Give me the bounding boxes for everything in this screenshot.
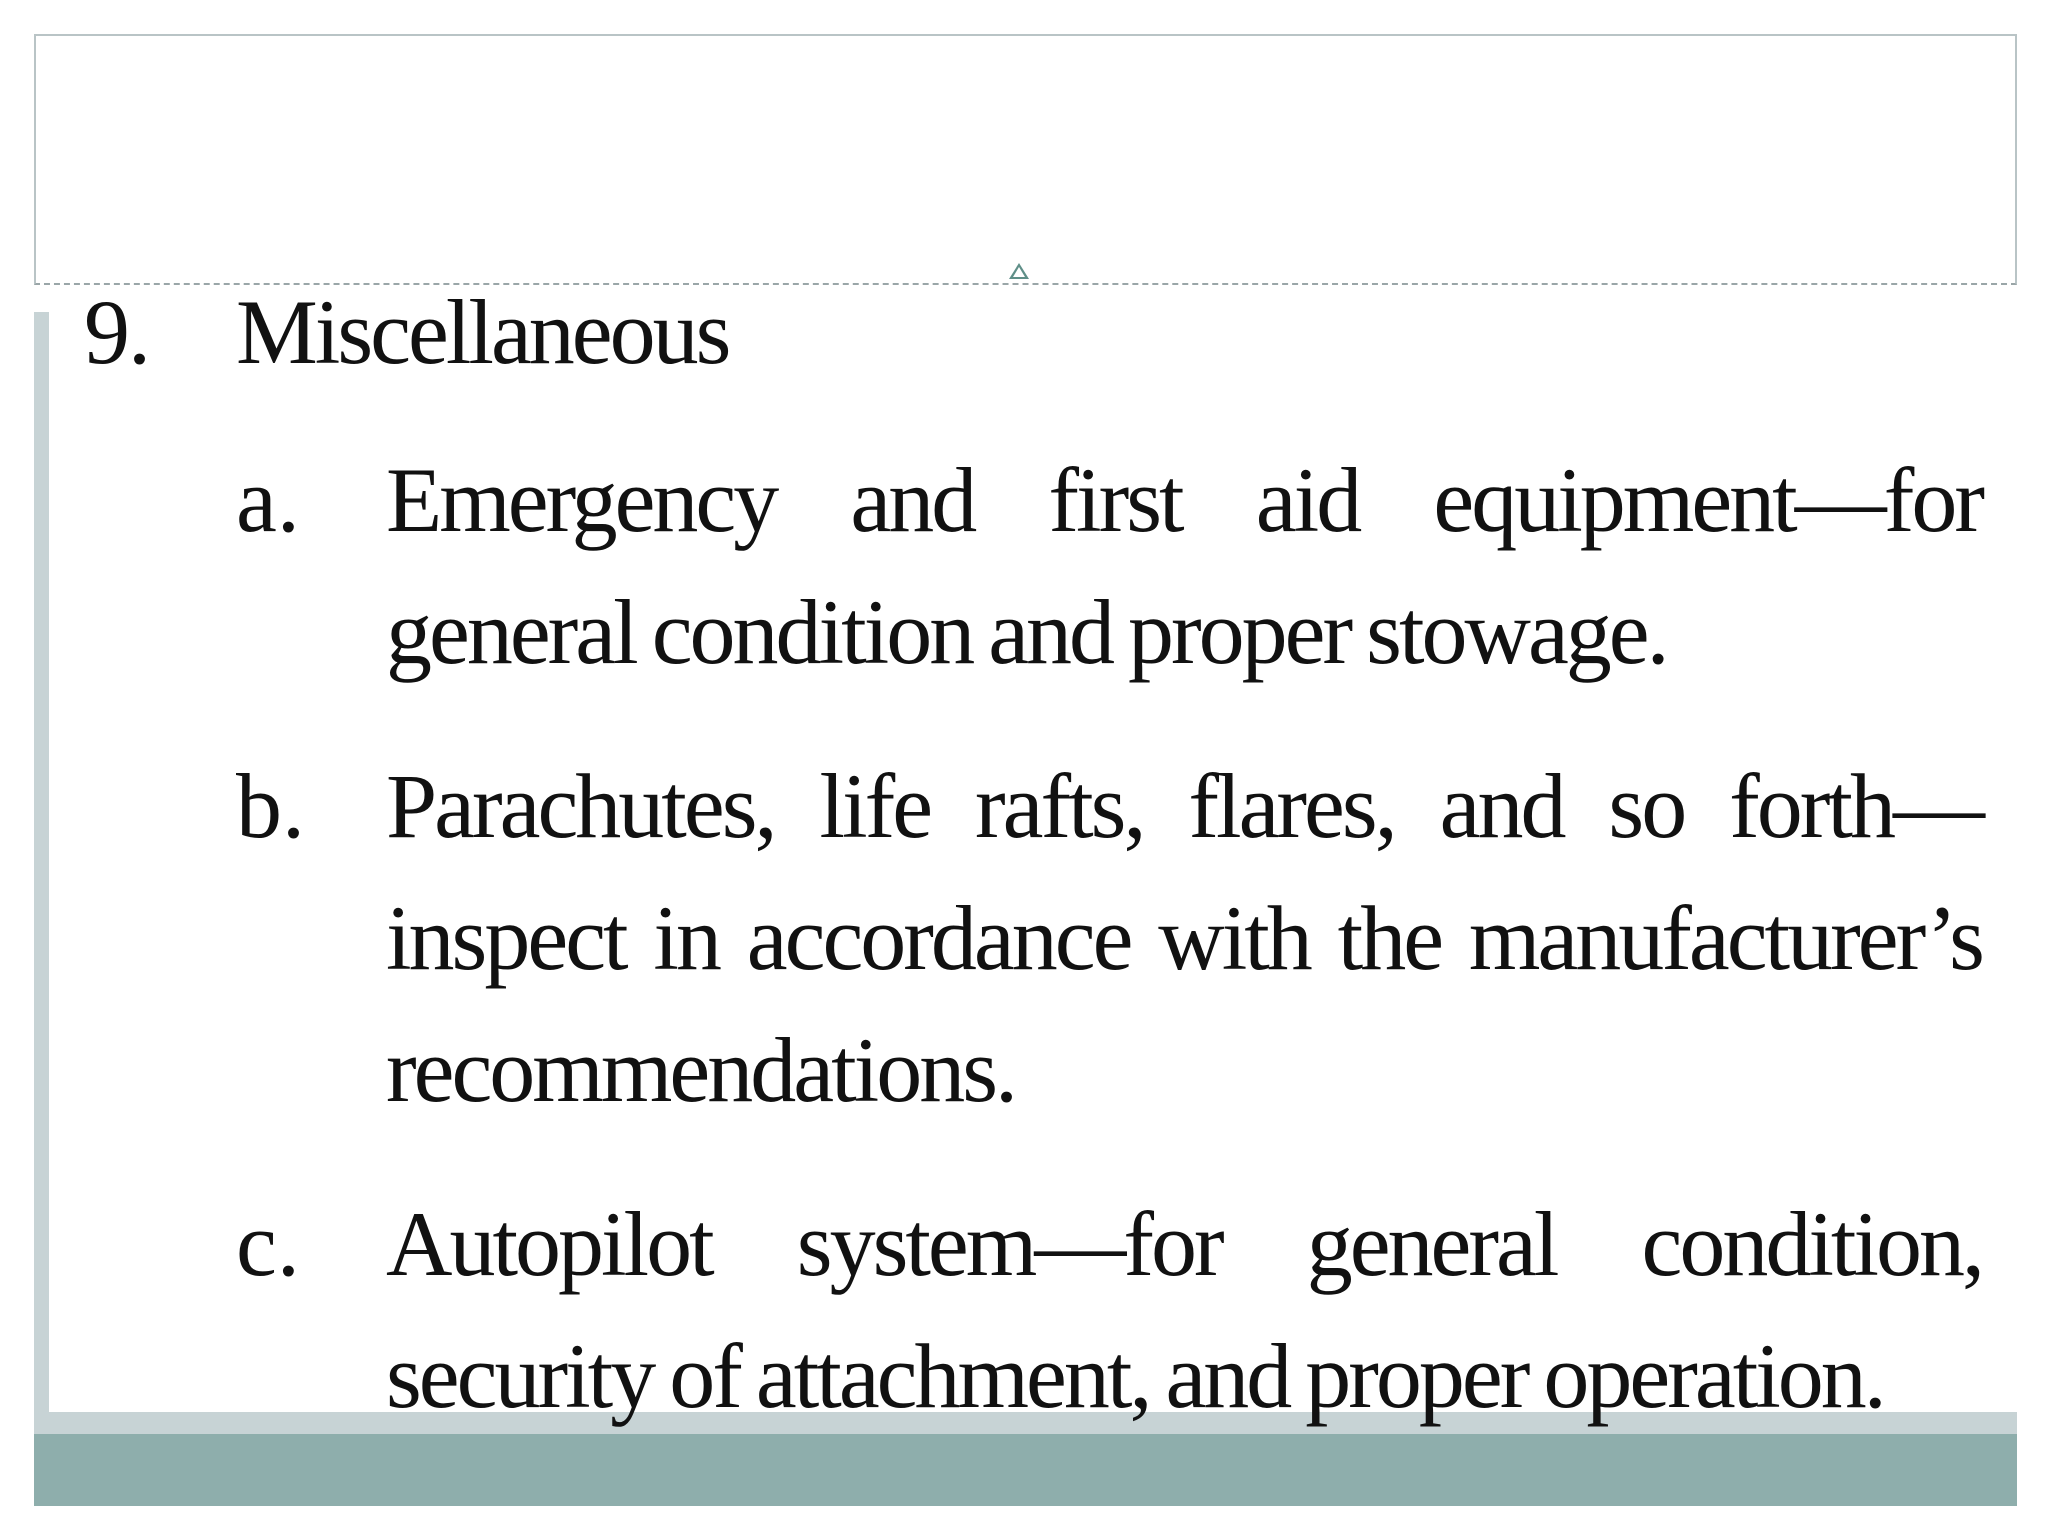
list-item-letter: b. [236,755,305,857]
list-item-letter: a. [236,449,300,551]
title-placeholder[interactable] [34,34,2017,285]
list-item-text: Emergency and first aid equipment—for general condition and proper stowage. [386,449,1982,683]
list-item-letter: c. [236,1193,300,1295]
section-heading-row [84,282,1984,382]
list-item-text: Parachutes, life rafts, flares, and so forth—inspect in accordance with the manufacturer’s recommendations. [386,755,1982,1121]
list-item [236,740,1982,1136]
bottom-dark-band [34,1434,2017,1506]
list-item [236,1178,1982,1442]
triangle-marker-icon [1009,263,1029,279]
left-accent-bar [34,312,49,1412]
list-item [236,434,1982,698]
content-area [84,282,1984,1442]
list-item-text: Autopilot system—for general condition, security of attachment, and proper operation. [386,1193,1982,1427]
section-number: 9. [84,281,149,383]
section-heading: Miscellaneous [236,281,729,383]
